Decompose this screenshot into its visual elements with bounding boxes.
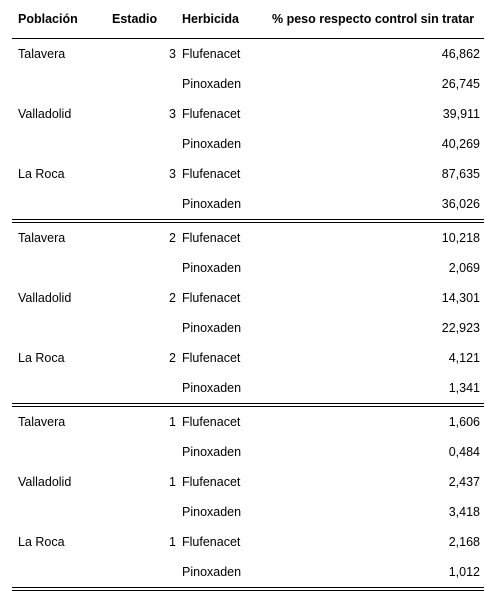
cell-poblacion: Talavera [18,231,66,245]
cell-poblacion: Talavera [18,47,66,61]
cell-estadio: 1 [169,415,176,429]
cell-poblacion: La Roca [18,167,65,181]
cell-herbicida: Flufenacet [182,107,241,121]
table-row [12,467,484,497]
table-row [12,557,484,587]
cell-estadio: 2 [169,351,176,365]
cell-herbicida: Flufenacet [182,47,241,61]
cell-valor: 36,026 [441,197,480,211]
table-header [12,0,484,38]
cell-estadio: 2 [169,231,176,245]
cell-herbicida: Pinoxaden [182,77,242,91]
table-row [12,437,484,467]
cell-valor: 10,218 [441,231,480,245]
cell-estadio: 3 [169,47,176,61]
table-row [12,527,484,557]
cell-herbicida: Flufenacet [182,475,241,489]
table-row [12,159,484,189]
cell-estadio: 1 [169,535,176,549]
table-row [12,373,484,403]
header-poblacion: Población [18,12,78,26]
cell-herbicida: Flufenacet [182,415,241,429]
cell-valor: 46,862 [441,47,480,61]
cell-valor: 2,168 [448,535,480,549]
header-peso: % peso respecto control sin tratar [272,12,475,26]
cell-poblacion: La Roca [18,351,65,365]
table-row [12,189,484,219]
cell-poblacion: Valladolid [18,475,72,489]
cell-valor: 39,911 [442,107,480,121]
table-row [12,407,484,437]
header-herbicida: Herbicida [182,12,239,26]
header-estadio: Estadio [112,12,158,26]
table-row [12,253,484,283]
cell-valor: 2,437 [448,475,480,489]
table-row [12,223,484,253]
cell-valor: 1,606 [448,415,480,429]
results-table [12,0,484,591]
cell-estadio: 2 [169,291,176,305]
cell-valor: 87,635 [441,167,480,181]
cell-valor: 4,121 [448,351,480,365]
cell-valor: 26,745 [441,77,480,91]
cell-valor: 0,484 [448,445,480,459]
cell-herbicida: Pinoxaden [182,261,242,275]
cell-herbicida: Pinoxaden [182,321,242,335]
cell-valor: 1,341 [448,381,480,395]
cell-valor: 14,301 [441,291,480,305]
cell-estadio: 3 [169,107,176,121]
table-body [12,39,484,591]
cell-valor: 22,923 [441,321,480,335]
table-row [12,69,484,99]
table-row [12,343,484,373]
table-row [12,497,484,527]
cell-herbicida: Flufenacet [182,231,241,245]
table-row [12,99,484,129]
cell-herbicida: Pinoxaden [182,197,242,211]
table-row [12,283,484,313]
cell-herbicida: Flufenacet [182,535,241,549]
group-divider [12,587,484,591]
cell-valor: 1,012 [448,565,480,579]
cell-herbicida: Flufenacet [182,351,241,365]
cell-herbicida: Pinoxaden [182,445,242,459]
cell-poblacion: Valladolid [18,291,72,305]
cell-valor: 2,069 [448,261,480,275]
cell-valor: 40,269 [441,137,480,151]
cell-herbicida: Pinoxaden [182,381,242,395]
cell-estadio: 3 [169,167,176,181]
table-row [12,313,484,343]
cell-poblacion: La Roca [18,535,65,549]
cell-poblacion: Valladolid [18,107,72,121]
cell-herbicida: Flufenacet [182,167,241,181]
cell-estadio: 1 [169,475,176,489]
cell-herbicida: Pinoxaden [182,137,242,151]
table-row [12,39,484,69]
table-row [12,129,484,159]
cell-herbicida: Flufenacet [182,291,241,305]
cell-herbicida: Pinoxaden [182,505,242,519]
cell-poblacion: Talavera [18,415,66,429]
cell-valor: 3,418 [448,505,480,519]
cell-herbicida: Pinoxaden [182,565,242,579]
